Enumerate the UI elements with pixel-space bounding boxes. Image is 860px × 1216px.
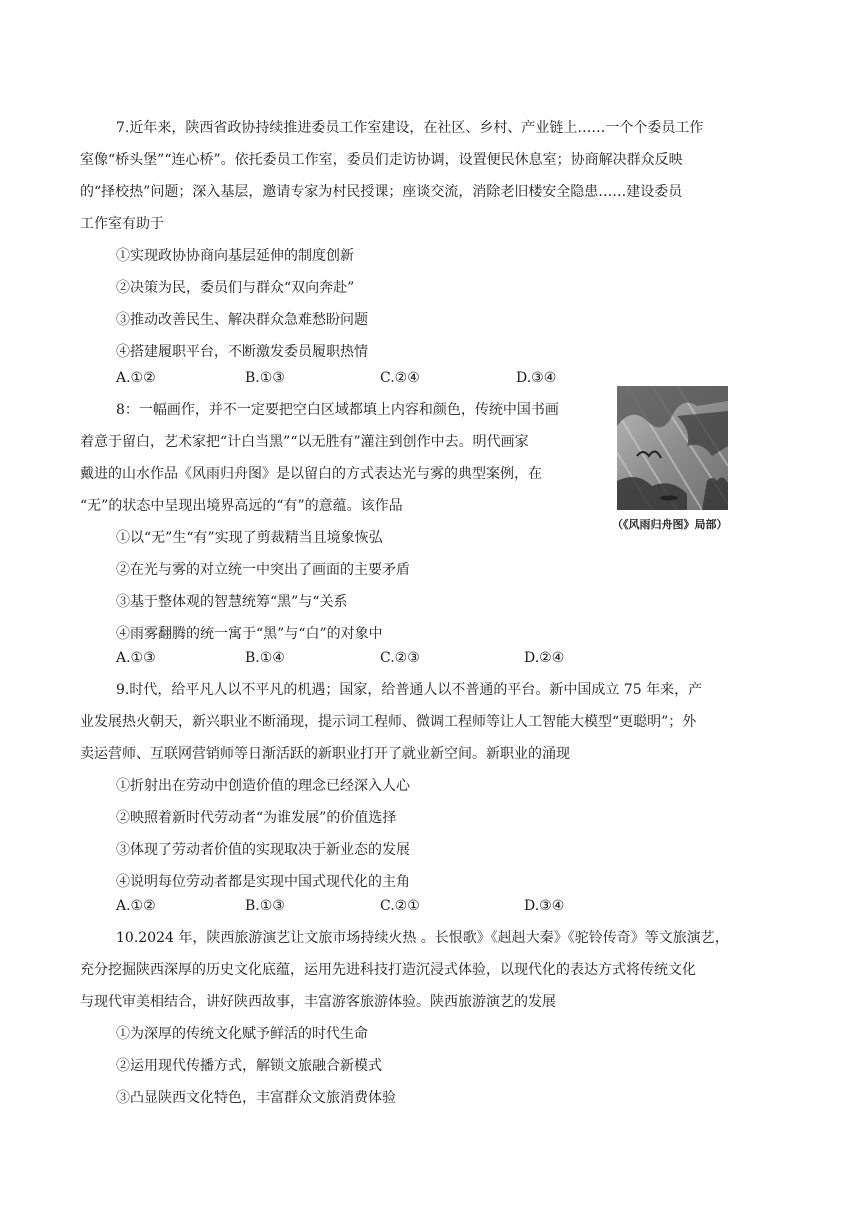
q9-option-a: A.①② — [116, 898, 156, 914]
q7-item: ②决策为民，委员们与群众“双向奔赴” — [116, 280, 355, 296]
q7-stem-line: 的“择校热”问题；深入基层，邀请专家为村民授课；座谈交流，消除老旧楼安全隐患……建设委员 — [80, 184, 683, 200]
q7-option-d: D.③④ — [516, 370, 557, 386]
q9-option-c: C.②① — [380, 898, 420, 914]
q8-option-b: B.①④ — [245, 650, 285, 666]
q7-option-a: A.①② — [116, 370, 156, 386]
q8-option-d: D.②④ — [524, 650, 565, 666]
q8-option-a: A.①③ — [116, 650, 156, 666]
q8-option-c: C.②③ — [380, 650, 420, 666]
landscape-painting-image — [617, 386, 728, 510]
q10-item: ①为深厚的传统文化赋予鲜活的时代生命 — [116, 1026, 368, 1042]
q8-stem-line: “无”的状态中呈现出境界高远的“有”的意蕴。该作品 — [80, 498, 403, 514]
painting-caption: （《风雨归舟图》局部） — [612, 518, 728, 531]
q10-item: ③凸显陕西文化特色，丰富群众文旅消费体验 — [116, 1090, 396, 1106]
q9-stem-line: 业发展热火朝天，新兴职业不断涌现，提示词工程师、微调工程师等让人工智能大模型“更聪明”；外 — [80, 714, 697, 730]
q8-stem-line: 8：一幅画作，并不一定要把空白区域都填上内容和颜色，传统中国书画 — [116, 402, 559, 418]
q9-item: ①折射出在劳动中创造价值的理念已经深入人心 — [116, 778, 410, 794]
q8-item: ①以“无”生“有”实现了剪裁精当且境象恢弘 — [116, 530, 383, 546]
q8-stem-line: 戴进的山水作品《风雨归舟图》是以留白的方式表达光与雾的典型案例，在 — [80, 466, 542, 482]
q8-item: ④雨雾翻腾的统一寓于“黑”与“白”的对象中 — [116, 626, 383, 642]
q7-option-b: B.①③ — [245, 370, 285, 386]
painting-illustration — [617, 386, 728, 510]
q10-stem-line: 与现代审美相结合，讲好陕西故事，丰富游客旅游体验。陕西旅游演艺的发展 — [80, 994, 556, 1010]
q8-item: ②在光与雾的对立统一中突出了画面的主要矛盾 — [116, 562, 410, 578]
q7-stem-line: 室像“桥头堡”“连心桥”。依托委员工作室，委员们走访协调，设置便民休息室；协商解决群众反映 — [80, 152, 683, 168]
q9-stem-line: 9.时代，给平凡人以不平凡的机遇；国家，给普通人以不普通的平台。新中国成立 75 年来，产 — [116, 682, 703, 698]
q7-option-c: C.②④ — [380, 370, 420, 386]
q8-item: ③基于整体观的智慧统筹“黑”与“关系 — [116, 594, 348, 610]
q9-option-d: D.③④ — [524, 898, 565, 914]
q10-stem-line: 充分挖掘陕西深厚的历史文化底蕴，运用先进科技打造沉浸式体验，以现代化的表达方式将传统文化 — [80, 962, 696, 978]
q9-item: ④说明每位劳动者都是实现中国式现代化的主角 — [116, 874, 410, 890]
q7-item: ③推动改善民生、解决群众急难愁盼问题 — [116, 312, 368, 328]
q9-stem-line: 卖运营师、互联网营销师等日渐活跃的新职业打开了就业新空间。新职业的涌现 — [80, 746, 570, 762]
q7-stem-line: 7.近年来，陕西省政协持续推进委员工作室建设，在社区、乡村、产业链上……一个个委员工作 — [116, 120, 704, 136]
q8-stem-line: 着意于留白，艺术家把“计白当黑”“以无胜有”灌注到创作中去。明代画家 — [80, 434, 529, 450]
q7-item: ④搭建履职平台，不断激发委员履职热情 — [116, 344, 368, 360]
q7-item: ①实现政协协商向基层延伸的制度创新 — [116, 248, 354, 264]
q9-item: ②映照着新时代劳动者“为谁发展”的价值选择 — [116, 810, 397, 826]
q10-item: ②运用现代传播方式，解锁文旅融合新模式 — [116, 1058, 382, 1074]
q9-option-b: B.①③ — [245, 898, 285, 914]
q9-item: ③体现了劳动者价值的实现取决于新业态的发展 — [116, 842, 410, 858]
q10-stem-line: 10.2024 年，陕西旅游演艺让文旅市场持续火热 。长恨歌》《赳赳大秦》《驼铃传奇》等文旅演艺， — [116, 930, 729, 946]
q7-stem-line: 工作室有助于 — [80, 216, 164, 232]
